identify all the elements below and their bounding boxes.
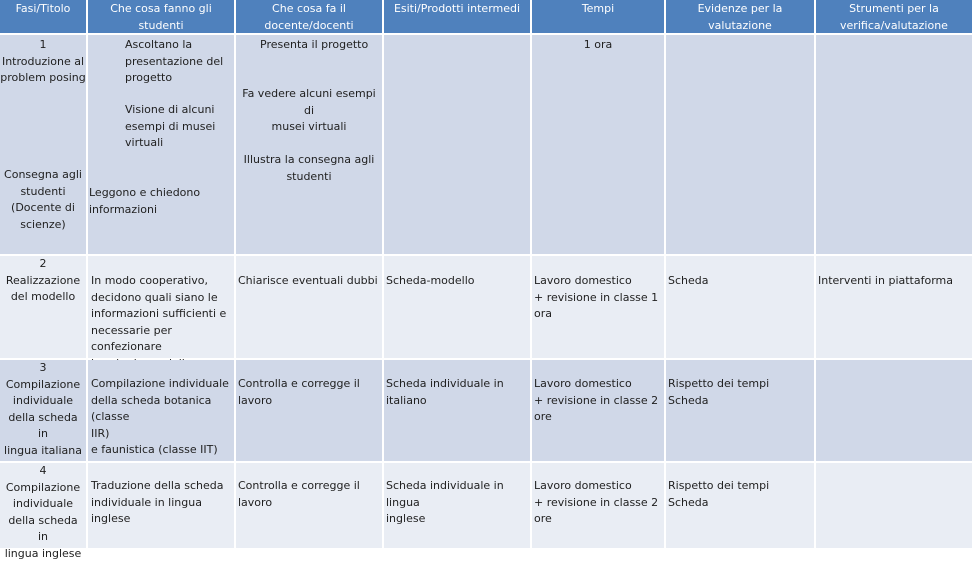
row4-outputs-cell: Scheda individuale in lingua inglese — [384, 463, 530, 548]
header-teacher: Che cosa fa il docente/docenti — [236, 0, 382, 33]
row2-evidence-cell: Scheda — [666, 256, 814, 358]
row1-phase-title: 1 Introduzione al problem posing — [0, 38, 86, 84]
row3-teacher-cell: Controlla e corregge il lavoro — [236, 360, 382, 461]
row1-students-1: Ascoltano la presentazione del progetto — [125, 38, 224, 84]
header-outputs: Esiti/Prodotti intermedi — [384, 0, 530, 33]
row4-phase-cell: 4 Compilazione individuale della scheda in lingua inglese — [0, 463, 86, 548]
row2-phase-cell: 2 Realizzazione del modello — [0, 256, 86, 358]
row1-students-cell — [88, 35, 234, 254]
row1-phase-delivery: Consegna agli studenti (Docente di scienze) — [4, 168, 82, 231]
row1-students-3: Leggono e chiedono informazioni — [89, 186, 201, 216]
row1-teacher-3: Illustra la consegna agli studenti — [243, 153, 375, 183]
row2-teacher-cell: Chiarisce eventuali dubbi — [236, 256, 382, 358]
row1-teacher-2: Fa vedere alcuni esempi di musei virtuali — [242, 87, 376, 133]
row4-students-cell: Traduzione della scheda individuale in lingua inglese — [88, 463, 234, 548]
row4-time-cell: Lavoro domestico + revisione in classe 2 ore — [532, 463, 664, 548]
row1-time-cell: 1 ora — [532, 35, 664, 254]
header-evidence: Evidenze per la valutazione — [666, 0, 814, 33]
header-phase: Fasi/Titolo — [0, 0, 86, 33]
row1-teacher-1: Presenta il progetto — [260, 38, 369, 51]
row2-students-cell: In modo cooperativo, decidono quali siano le informazioni sufficienti e necessarie per confezionare — [88, 256, 234, 358]
header-students: Che cosa fanno gli studenti — [88, 0, 234, 33]
header-tools: Strumenti per la verifica/valutazione — [816, 0, 972, 33]
row4-tools-cell — [816, 463, 972, 548]
row1-evidence-cell — [666, 35, 814, 254]
row1-teacher-cell — [236, 35, 382, 254]
row2-tools-cell: Interventi in piattaforma — [816, 256, 972, 358]
row2-time-cell: Lavoro domestico + revisione in classe 1 ora — [532, 256, 664, 358]
row3-phase-cell: 3 Compilazione individuale della scheda in lingua italiana — [0, 360, 86, 461]
row3-evidence-cell: Rispetto dei tempi Scheda — [666, 360, 814, 461]
row2-outputs-cell: Scheda-modello — [384, 256, 530, 358]
row1-students-2: Visione di alcuni esempi di musei virtuali — [125, 103, 216, 149]
header-time: Tempi — [532, 0, 664, 33]
row3-time-cell: Lavoro domestico + revisione in classe 2 ore — [532, 360, 664, 461]
row3-students-cell: Compilazione individuale della scheda botanica (classe IIR) e faunistica (classe IIT) — [88, 360, 234, 461]
row3-outputs-cell: Scheda individuale in italiano — [384, 360, 530, 461]
row1-phase-cell — [0, 35, 86, 254]
row3-tools-cell — [816, 360, 972, 461]
row1-tools-cell — [816, 35, 972, 254]
row1-outputs-cell — [384, 35, 530, 254]
row4-teacher-cell: Controlla e corregge il lavoro — [236, 463, 382, 548]
row4-evidence-cell: Rispetto dei tempi Scheda — [666, 463, 814, 548]
